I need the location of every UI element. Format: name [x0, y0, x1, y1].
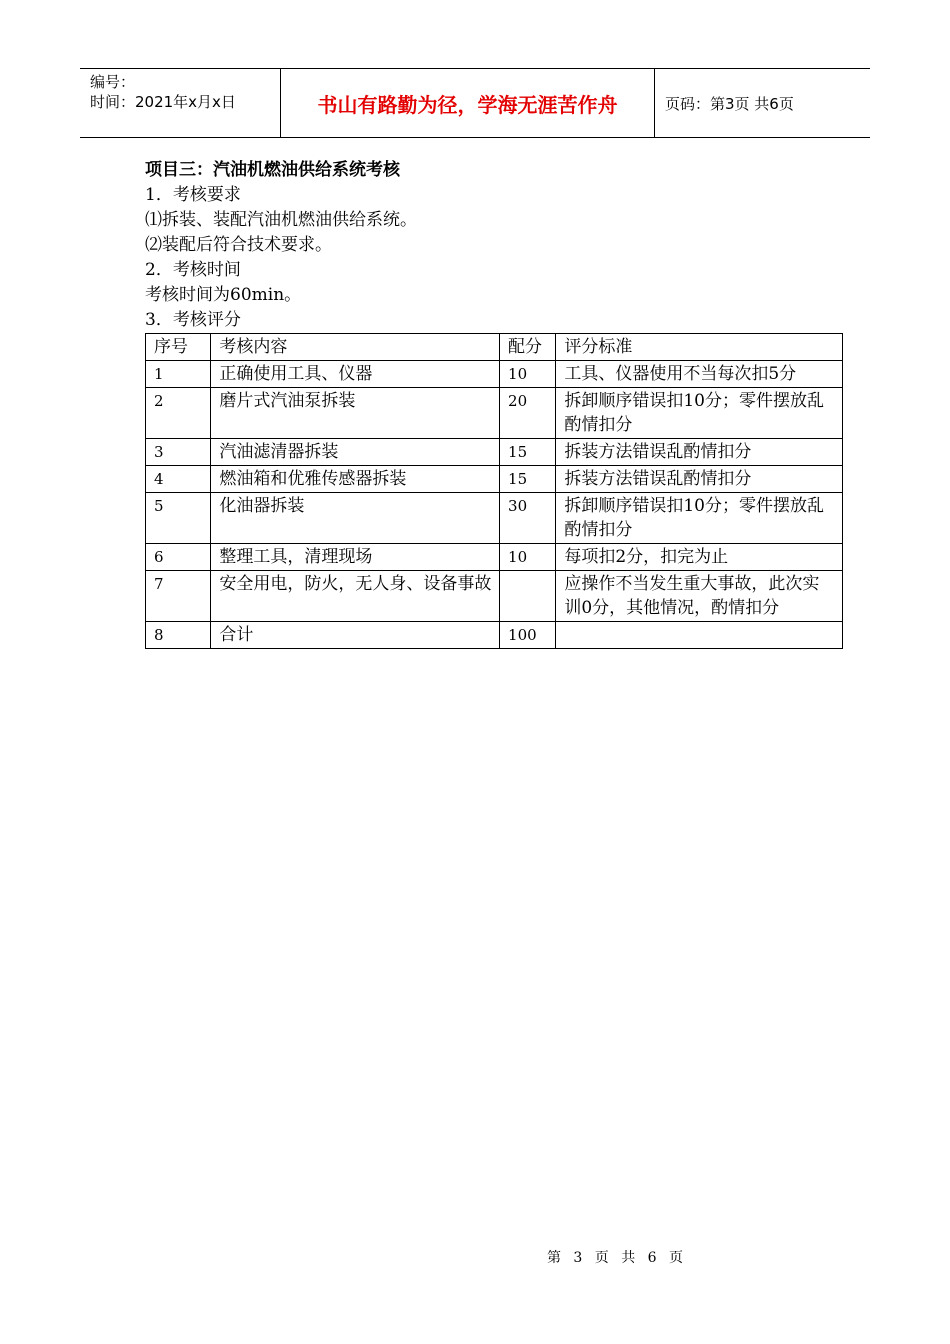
- scoring-table: [145, 333, 843, 649]
- time-text: 考核时间为60min。: [145, 285, 302, 305]
- row-number: 6: [146, 544, 211, 571]
- row-content: 合计: [211, 622, 500, 649]
- table-header-cell: 考核内容: [211, 334, 500, 361]
- time-heading: 2．考核时间: [145, 260, 241, 280]
- table-row: [146, 361, 843, 388]
- row-score: 100: [500, 622, 556, 649]
- row-criteria: [556, 622, 843, 649]
- requirements-heading: 1．考核要求: [145, 185, 241, 205]
- page-header: [80, 68, 870, 138]
- requirement-item-1: ⑴拆装、装配汽油机燃油供给系统。: [145, 210, 417, 230]
- row-score: 10: [500, 544, 556, 571]
- row-score: 30: [500, 493, 556, 544]
- table-row: [146, 439, 843, 466]
- document-date: 时间：2021年x月x日: [90, 93, 236, 111]
- row-score: [500, 571, 556, 622]
- row-number: 3: [146, 439, 211, 466]
- row-score: 15: [500, 466, 556, 493]
- table-row: [146, 571, 843, 622]
- section-title: 项目三：汽油机燃油供给系统考核: [145, 160, 400, 180]
- table-header-cell: 配分: [500, 334, 556, 361]
- table-row: [146, 466, 843, 493]
- row-score: 15: [500, 439, 556, 466]
- row-content: 磨片式汽油泵拆装: [211, 388, 500, 439]
- row-content: 化油器拆装: [211, 493, 500, 544]
- row-criteria: 工具、仪器使用不当每次扣5分: [556, 361, 843, 388]
- row-content: 汽油滤清器拆装: [211, 439, 500, 466]
- document-number-label: 编号：: [90, 73, 136, 91]
- row-number: 5: [146, 493, 211, 544]
- row-score: 20: [500, 388, 556, 439]
- header-motto: 书山有路勤为径，学海无涯苦作舟: [281, 69, 655, 137]
- row-criteria: 拆卸顺序错误扣10分；零件摆放乱酌情扣分: [556, 493, 843, 544]
- table-header-row: [146, 334, 843, 361]
- row-score: 10: [500, 361, 556, 388]
- scoring-heading: 3．考核评分: [145, 310, 241, 330]
- row-number: 4: [146, 466, 211, 493]
- table-header-cell: 序号: [146, 334, 211, 361]
- row-number: 1: [146, 361, 211, 388]
- header-meta: [80, 69, 281, 137]
- row-content: 安全用电，防火，无人身、设备事故: [211, 571, 500, 622]
- row-criteria: 每项扣2分，扣完为止: [556, 544, 843, 571]
- requirement-item-2: ⑵装配后符合技术要求。: [145, 235, 332, 255]
- row-content: 正确使用工具、仪器: [211, 361, 500, 388]
- row-content: 整理工具，清理现场: [211, 544, 500, 571]
- row-criteria: 拆装方法错误乱酌情扣分: [556, 439, 843, 466]
- table-header-cell: 评分标准: [556, 334, 843, 361]
- table-row: [146, 388, 843, 439]
- row-content: 燃油箱和优雅传感器拆装: [211, 466, 500, 493]
- row-criteria: 应操作不当发生重大事故，此次实训0分，其他情况，酌情扣分: [556, 571, 843, 622]
- row-number: 7: [146, 571, 211, 622]
- table-row: [146, 493, 843, 544]
- row-criteria: 拆装方法错误乱酌情扣分: [556, 466, 843, 493]
- header-page-info: 页码：第3页 共6页: [665, 94, 794, 113]
- row-number: 2: [146, 388, 211, 439]
- row-number: 8: [146, 622, 211, 649]
- row-criteria: 拆卸顺序错误扣10分；零件摆放乱酌情扣分: [556, 388, 843, 439]
- document-body: [145, 158, 845, 649]
- table-row: [146, 544, 843, 571]
- page-footer: 第 3 页 共 6 页: [546, 1250, 686, 1266]
- table-row: [146, 622, 843, 649]
